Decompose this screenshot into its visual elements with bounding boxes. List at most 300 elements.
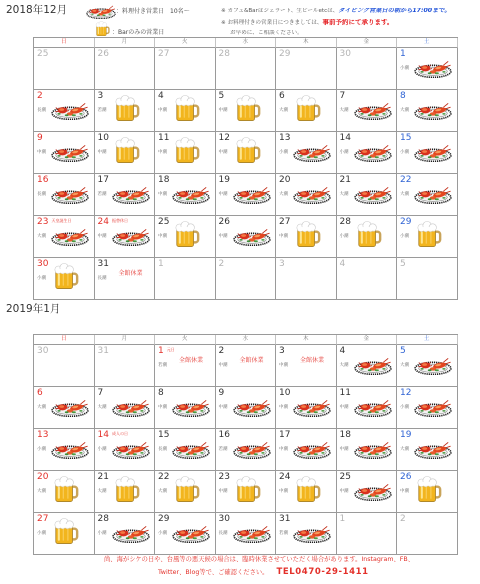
food-plate-icon — [51, 101, 89, 120]
tide-label: 大潮 — [37, 489, 46, 494]
day-cell — [34, 48, 95, 90]
day-cell — [155, 216, 216, 258]
day-cell-header — [37, 473, 48, 482]
day-cell-header — [37, 218, 71, 227]
tide-label: 若潮 — [97, 192, 107, 197]
tide-label: 中潮 — [279, 405, 288, 410]
day-cell-header — [279, 50, 290, 59]
day-cell — [337, 174, 398, 216]
day-cell — [397, 216, 458, 258]
day-number: 5 — [218, 91, 225, 101]
food-plate-icon — [51, 440, 89, 459]
holiday-name: 天皇誕生日 — [51, 218, 72, 223]
tide-label: 長潮 — [218, 531, 228, 536]
food-plate-icon — [414, 185, 452, 204]
day-cell-header — [400, 389, 411, 398]
day-cell — [397, 174, 458, 216]
day-number: 4 — [339, 259, 346, 269]
day-cell-header — [340, 347, 346, 356]
weekday-header-mon: 月 — [95, 38, 156, 48]
tide-label: 中潮 — [37, 150, 46, 155]
day-cell-header — [279, 218, 290, 227]
beer-mug-icon — [235, 94, 261, 122]
day-cell — [276, 471, 337, 513]
day-number: 13 — [279, 133, 291, 143]
footer-notice-line-2 — [158, 568, 369, 577]
day-cell-header — [158, 92, 164, 101]
day-cell — [34, 90, 95, 132]
beer-mug-icon — [235, 475, 261, 503]
tide-label: 大潮 — [279, 108, 288, 113]
day-number: 27 — [279, 217, 291, 227]
closed-label: 全館休業 — [179, 357, 204, 364]
december-title: 2018年12月 — [6, 4, 68, 16]
day-cell — [276, 429, 337, 471]
food-plate-icon — [233, 227, 271, 246]
day-cell — [155, 471, 216, 513]
closed-label: 全館休業 — [300, 357, 325, 364]
food-plate-icon — [414, 398, 452, 417]
tide-label: 小潮 — [37, 447, 46, 452]
day-cell — [337, 345, 398, 387]
holiday-name: 元日 — [166, 347, 175, 352]
day-cell-header — [158, 176, 169, 185]
day-cell-header — [400, 92, 406, 101]
day-cell — [216, 174, 277, 216]
day-cell — [276, 513, 337, 555]
day-cell-header — [158, 473, 169, 482]
day-number: 10 — [97, 133, 109, 143]
day-cell — [276, 258, 337, 300]
food-plate-icon — [293, 185, 331, 204]
tide-label: 大潮 — [97, 405, 107, 410]
day-cell-header — [37, 389, 43, 398]
food-plate-icon — [293, 143, 331, 162]
day-cell — [155, 429, 216, 471]
tide-label: 大潮 — [400, 363, 409, 368]
legend-food-text: ：料理付き営業日 10名～ — [116, 8, 190, 15]
footer-notice-line-2-text: Twitter、Blog等で、ご確認ください。 — [158, 569, 269, 576]
day-number: 16 — [218, 430, 230, 440]
day-cell — [276, 345, 337, 387]
day-cell-header — [340, 50, 351, 59]
day-cell-header — [37, 134, 43, 143]
beer-mug-icon — [295, 475, 321, 503]
day-cell-header — [340, 260, 346, 269]
december-calendar — [33, 37, 458, 300]
day-cell-header — [400, 176, 411, 185]
day-cell — [337, 90, 398, 132]
food-plate-icon — [293, 524, 331, 543]
day-cell — [34, 345, 95, 387]
food-plate-icon — [354, 398, 392, 417]
day-number: 25 — [37, 49, 49, 59]
day-number: 4 — [339, 346, 346, 356]
note-line-3 — [230, 30, 476, 36]
beer-mug-icon — [416, 220, 442, 248]
food-plate-icon — [172, 398, 210, 417]
note-line-1 — [221, 8, 477, 15]
day-cell-header — [219, 176, 230, 185]
day-number: 3 — [279, 259, 285, 269]
day-cell — [34, 387, 95, 429]
day-cell-header — [37, 92, 43, 101]
day-number: 21 — [97, 472, 109, 482]
day-cell — [95, 471, 156, 513]
tide-label: 大潮 — [158, 489, 167, 494]
food-plate-icon — [354, 101, 392, 120]
day-number: 16 — [37, 175, 49, 185]
tide-label: 中潮 — [158, 108, 167, 113]
day-cell-header — [158, 431, 169, 440]
tide-label: 大潮 — [339, 192, 349, 197]
food-plate-icon — [172, 185, 210, 204]
food-plate-icon — [293, 440, 331, 459]
food-plate-icon — [293, 398, 331, 417]
day-number: 2 — [400, 514, 406, 524]
day-number: 13 — [37, 430, 49, 440]
food-plate-icon — [233, 185, 271, 204]
day-cell — [276, 48, 337, 90]
day-number: 22 — [400, 175, 412, 185]
day-number: 26 — [97, 49, 109, 59]
day-cell-header — [219, 218, 230, 227]
day-cell — [95, 90, 156, 132]
weekday-header-sat: 土 — [397, 38, 458, 48]
beer-mug-icon — [416, 475, 442, 503]
beer-mug-icon — [295, 94, 321, 122]
day-cell-header — [98, 134, 109, 143]
day-cell — [155, 258, 216, 300]
food-plate-icon — [354, 143, 392, 162]
day-cell — [216, 387, 277, 429]
tide-label: 大潮 — [400, 192, 409, 197]
tide-label: 中潮 — [279, 489, 288, 494]
day-cell — [95, 132, 156, 174]
day-cell-header — [400, 134, 411, 143]
day-cell — [155, 387, 216, 429]
tide-label: 大潮 — [279, 192, 288, 197]
tide-label: 若潮 — [279, 531, 288, 536]
day-cell — [397, 132, 458, 174]
day-cell-header — [400, 473, 411, 482]
day-cell-header — [279, 347, 285, 356]
beer-mug-icon — [114, 94, 140, 122]
food-plate-icon — [414, 101, 452, 120]
day-cell-header — [98, 92, 104, 101]
day-cell — [216, 216, 277, 258]
tide-label: 長潮 — [37, 108, 46, 113]
day-cell — [276, 216, 337, 258]
note-line-1-highlight: ダイビング営業日の朝から17:00まで。 — [338, 8, 451, 14]
food-plate-icon — [172, 440, 210, 459]
day-cell — [155, 132, 216, 174]
weekday-header-fri: 金 — [337, 335, 398, 345]
day-cell-header — [219, 389, 225, 398]
legend-beer-text: ：Barのみの営業日 — [112, 29, 165, 36]
day-number: 12 — [218, 133, 230, 143]
day-cell — [276, 387, 337, 429]
day-cell-header — [400, 347, 406, 356]
tide-label: 大潮 — [37, 234, 46, 239]
day-cell — [276, 174, 337, 216]
day-number: 17 — [97, 175, 109, 185]
tide-label: 中潮 — [339, 447, 349, 452]
day-number: 9 — [37, 133, 43, 143]
day-cell — [95, 387, 156, 429]
day-number: 19 — [218, 175, 230, 185]
day-cell-header — [158, 218, 169, 227]
day-number: 15 — [400, 133, 412, 143]
day-cell — [337, 48, 398, 90]
day-number: 3 — [279, 346, 285, 356]
day-cell — [155, 48, 216, 90]
day-number: 5 — [400, 346, 406, 356]
day-number: 19 — [400, 430, 412, 440]
day-cell — [216, 132, 277, 174]
tide-label: 中潮 — [158, 192, 167, 197]
day-cell-header — [158, 50, 169, 59]
tide-label: 中潮 — [218, 108, 228, 113]
food-plate-icon — [354, 356, 392, 375]
day-cell — [216, 48, 277, 90]
day-cell-header — [340, 92, 346, 101]
day-number: 6 — [37, 388, 43, 398]
day-cell-header — [37, 515, 48, 524]
day-number: 30 — [37, 346, 49, 356]
day-cell — [337, 513, 398, 555]
food-plate-icon — [233, 440, 271, 459]
day-cell — [216, 345, 277, 387]
weekday-header-thu: 木 — [276, 38, 337, 48]
weekday-header-wed: 水 — [216, 335, 277, 345]
tide-label: 中潮 — [279, 447, 288, 452]
day-number: 1 — [158, 346, 164, 356]
day-number: 29 — [158, 514, 170, 524]
tide-label: 中潮 — [97, 150, 107, 155]
day-number: 24 — [97, 217, 109, 227]
tide-label: 中潮 — [339, 405, 349, 410]
day-cell — [216, 258, 277, 300]
food-plate-icon — [414, 440, 452, 459]
tide-label: 若潮 — [218, 447, 228, 452]
tide-label: 中潮 — [218, 363, 228, 368]
weekday-header-fri: 金 — [337, 38, 398, 48]
day-cell-header — [400, 218, 411, 227]
tide-label: 中潮 — [279, 363, 288, 368]
day-number: 12 — [400, 388, 412, 398]
tide-label: 中潮 — [97, 234, 107, 239]
food-plate-icon — [354, 440, 392, 459]
beer-mug-icon — [174, 475, 200, 503]
food-plate-icon — [354, 482, 392, 501]
day-number: 10 — [279, 388, 291, 398]
closed-label: 全館休業 — [118, 270, 143, 277]
weekday-header-tue: 火 — [155, 38, 216, 48]
day-cell — [95, 258, 156, 300]
day-cell — [337, 258, 398, 300]
day-cell — [216, 429, 277, 471]
january-title: 2019年1月 — [6, 303, 61, 315]
day-cell-header — [219, 515, 230, 524]
day-cell-header — [37, 176, 48, 185]
day-number: 28 — [97, 514, 109, 524]
tide-label: 小潮 — [97, 531, 107, 536]
day-cell — [34, 132, 95, 174]
day-cell-header — [279, 260, 285, 269]
food-plate-icon — [414, 356, 452, 375]
food-plate-icon — [86, 4, 116, 19]
day-cell — [216, 471, 277, 513]
day-cell-header — [340, 134, 351, 143]
day-number: 2 — [37, 91, 43, 101]
phone-number: TEL0470-29-1411 — [276, 567, 369, 577]
day-number: 6 — [279, 91, 285, 101]
tide-label: 中潮 — [218, 405, 228, 410]
beer-mug-icon — [53, 517, 79, 545]
day-number: 23 — [37, 217, 49, 227]
day-cell — [95, 216, 156, 258]
beer-mug-icon — [174, 94, 200, 122]
tide-label: 若潮 — [97, 108, 107, 113]
tide-label: 長潮 — [37, 192, 46, 197]
day-cell-header — [340, 515, 346, 524]
day-number: 28 — [218, 49, 230, 59]
day-cell — [95, 174, 156, 216]
day-cell-header — [340, 389, 351, 398]
note-line-3-text: お早めに、ご相談ください。 — [230, 30, 303, 36]
tide-label: 大潮 — [339, 363, 349, 368]
tide-label: 中潮 — [218, 489, 228, 494]
food-plate-icon — [172, 524, 210, 543]
food-plate-icon — [414, 59, 452, 78]
day-number: 2 — [218, 346, 225, 356]
tide-label: 大潮 — [339, 108, 349, 113]
day-cell-header — [340, 431, 351, 440]
tide-label: 中潮 — [158, 234, 167, 239]
holiday-name: 振替休日 — [111, 218, 128, 223]
day-cell-header — [279, 92, 285, 101]
tide-label: 長潮 — [97, 276, 107, 281]
day-cell-header — [400, 431, 411, 440]
food-plate-icon — [51, 398, 89, 417]
tide-label: 中潮 — [400, 489, 409, 494]
day-cell-header — [98, 431, 128, 440]
tide-label: 中潮 — [158, 150, 167, 155]
food-plate-icon — [233, 524, 271, 543]
day-number: 20 — [279, 175, 291, 185]
day-number: 26 — [218, 217, 230, 227]
day-cell-header — [219, 50, 230, 59]
footer-notice-line-1: 尚、海がシケの日や、台風等の悪天候の場合は、臨時休業させていただく場合があります。Instagram、FB、 — [104, 556, 414, 563]
day-cell-header — [158, 515, 169, 524]
day-cell-header — [340, 473, 351, 482]
beer-mug-icon — [114, 475, 140, 503]
january-calendar — [33, 334, 458, 555]
day-cell-header — [279, 473, 290, 482]
day-number: 3 — [97, 91, 104, 101]
day-number: 25 — [158, 217, 170, 227]
tide-label: 小潮 — [400, 66, 409, 71]
day-cell — [397, 258, 458, 300]
tide-label: 小潮 — [158, 531, 167, 536]
beer-mug-icon — [235, 136, 261, 164]
tide-label: 大潮 — [400, 108, 409, 113]
day-cell-header — [340, 176, 351, 185]
weekday-header-thu: 木 — [276, 335, 337, 345]
beer-mug-icon — [356, 220, 382, 248]
day-number: 14 — [97, 430, 109, 440]
day-number: 24 — [279, 472, 291, 482]
day-number: 27 — [158, 49, 170, 59]
day-number: 22 — [158, 472, 170, 482]
day-number: 18 — [158, 175, 170, 185]
day-cell-header — [279, 176, 290, 185]
day-cell-header — [400, 260, 406, 269]
tide-label: 中潮 — [218, 150, 228, 155]
day-cell — [397, 48, 458, 90]
day-cell — [34, 216, 95, 258]
day-cell-header — [219, 92, 225, 101]
day-number: 8 — [400, 91, 406, 101]
food-plate-icon — [112, 440, 150, 459]
day-cell — [216, 90, 277, 132]
note-line-2 — [221, 19, 477, 26]
day-cell-header — [219, 134, 230, 143]
food-plate-icon — [112, 398, 150, 417]
day-number: 29 — [400, 217, 412, 227]
day-cell-header — [98, 473, 109, 482]
day-cell-header — [400, 50, 406, 59]
day-number: 8 — [158, 388, 164, 398]
day-number: 2 — [218, 259, 225, 269]
tide-label: 小潮 — [339, 150, 349, 155]
day-cell — [155, 513, 216, 555]
day-cell-header — [98, 515, 109, 524]
day-number: 31 — [97, 346, 109, 356]
note-line-1-text: ※ カフェ&Barはジェラート、生ビールetcは、 — [221, 8, 339, 14]
beer-mug-icon — [114, 136, 140, 164]
food-plate-icon — [233, 398, 271, 417]
weekday-header-sun: 日 — [34, 38, 95, 48]
day-number: 30 — [339, 49, 351, 59]
day-number: 1 — [158, 259, 164, 269]
day-number: 31 — [97, 259, 109, 269]
day-cell — [34, 174, 95, 216]
day-number: 5 — [400, 259, 406, 269]
beer-mug-icon — [53, 475, 79, 503]
day-cell — [397, 345, 458, 387]
day-number: 7 — [339, 91, 346, 101]
day-number: 7 — [97, 388, 104, 398]
day-cell-header — [98, 218, 128, 227]
day-cell — [155, 174, 216, 216]
day-number: 11 — [339, 388, 351, 398]
day-cell-header — [37, 50, 48, 59]
day-cell-header — [37, 347, 48, 356]
day-number: 9 — [218, 388, 225, 398]
day-cell — [95, 429, 156, 471]
tide-label: 大潮 — [37, 405, 46, 410]
tide-label: 中潮 — [339, 489, 349, 494]
tide-label: 小潮 — [400, 150, 409, 155]
day-cell-header — [98, 389, 104, 398]
day-cell — [397, 513, 458, 555]
day-cell-header — [219, 431, 230, 440]
tide-label: 中潮 — [218, 192, 228, 197]
day-cell — [155, 345, 216, 387]
day-cell-header — [340, 218, 351, 227]
